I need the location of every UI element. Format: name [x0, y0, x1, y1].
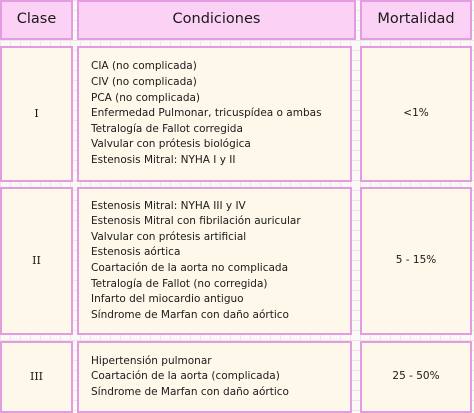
row-1-condiciones: [77, 46, 352, 182]
row-3-condiciones: [77, 341, 352, 413]
row-1-condiciones-list: [91, 59, 322, 168]
list-item: Estenosis Mitral: NYHA I y II: [91, 153, 236, 166]
list-item: Valvular con prótesis biológica: [91, 138, 251, 151]
list-item: Coartación de la aorta (complicada): [91, 370, 280, 383]
header-mortalidad-label: Mortalidad: [377, 11, 455, 28]
list-item: Enfermedad Pulmonar, tricuspídea o ambas: [91, 107, 322, 120]
list-item: PCA (no complicada): [91, 91, 201, 104]
row-2-clase-label: II: [32, 254, 41, 268]
row-2-mortalidad: [360, 187, 472, 335]
row-3-condiciones-list: [91, 354, 289, 401]
list-item: Hipertensión pulmonar: [91, 354, 212, 367]
row-1-mortalidad: [360, 46, 472, 182]
list-item: Tetralogía de Fallot corregida: [91, 122, 243, 135]
row-2-mortalidad-value: 5 - 15%: [395, 254, 437, 267]
header-clase-label: Clase: [16, 11, 57, 28]
header-condiciones: [77, 0, 356, 40]
list-item: Infarto del miocardio antiguo: [91, 293, 244, 306]
row-1-clase: [0, 46, 73, 182]
row-3-mortalidad: [360, 341, 472, 413]
header-mortalidad: [360, 0, 472, 40]
header-condiciones-label: Condiciones: [172, 11, 261, 28]
row-2-clase: [0, 187, 73, 335]
row-2-condiciones: [77, 187, 352, 335]
list-item: Síndrome de Marfan con daño aórtico: [91, 308, 289, 321]
row-2-condiciones-list: [91, 199, 301, 324]
list-item: Tetralogía de Fallot (no corregida): [91, 277, 268, 290]
list-item: Coartación de la aorta no complicada: [91, 262, 289, 274]
row-1-mortalidad-value: <1%: [403, 107, 429, 120]
list-item: CIA (no complicada): [91, 60, 197, 73]
list-item: Síndrome de Marfan con daño aórtico: [91, 385, 289, 398]
list-item: Estenosis Mitral con fibrilación auricular: [91, 215, 301, 228]
row-1-clase-label: I: [34, 107, 39, 121]
row-3-mortalidad-value: 25 - 50%: [392, 370, 440, 383]
header-clase: [0, 0, 73, 40]
list-item: Estenosis aórtica: [91, 246, 181, 259]
list-item: CIV (no complicada): [91, 76, 197, 89]
list-item: Valvular con prótesis artificial: [91, 230, 247, 243]
row-3-clase: [0, 341, 73, 413]
list-item: Estenosis Mitral: NYHA III y IV: [91, 199, 246, 212]
row-3-clase-label: III: [29, 370, 44, 384]
